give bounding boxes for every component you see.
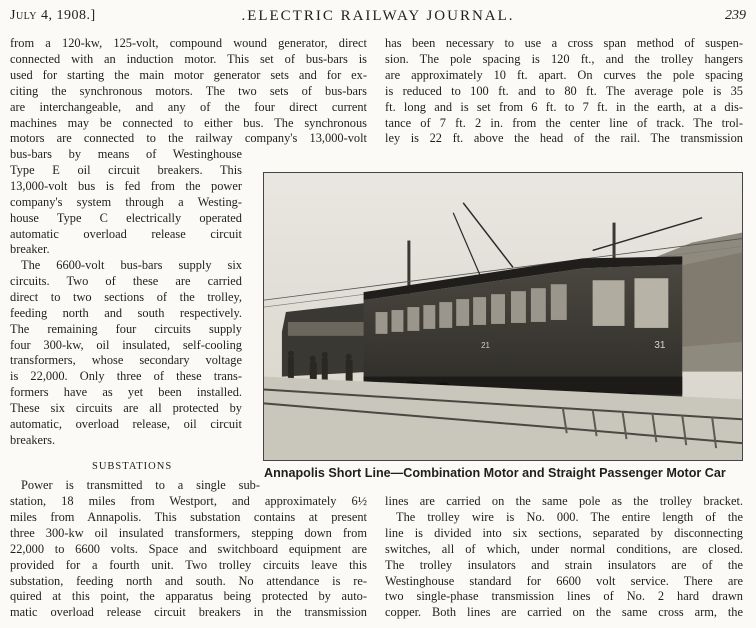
col2-paragraph-suspension — [385, 36, 743, 147]
text-line: 13,000-volt bus is fed from the power — [10, 178, 242, 193]
text-line: The 6600-volt bus-bars supply six — [21, 258, 242, 272]
col1-paragraph-substation — [10, 494, 367, 621]
col1-paragraph-breakers — [10, 147, 242, 258]
text-line: The trolley wire is No. 000. The entire length of the — [396, 509, 743, 524]
text-line: machines may be connected to either bus. The synchronous — [10, 115, 367, 130]
col1-substation-first-line — [10, 478, 260, 494]
section-heading-substations: SUBSTATIONS — [92, 461, 173, 472]
text-line: direct to two sections of the trolley, — [10, 289, 242, 304]
col1-paragraph-generator — [10, 36, 367, 147]
journal-title: .ELECTRIC RAILWAY JOURNAL. — [241, 8, 515, 24]
text-line: automatic overload release circuit — [10, 226, 242, 241]
text-line: four 300-kw, oil insulated, self-cooling — [10, 337, 242, 352]
text-line: The trolley insulators and strain insulators are of the — [385, 557, 743, 572]
text-line: These six circuits are all protected by — [10, 401, 242, 416]
text-line: company's system through a Westing- — [10, 194, 242, 209]
car-number-front: 31 — [654, 339, 666, 351]
text-line: transformers, whose secondary voltage — [10, 353, 242, 368]
text-line: connected with an induction motor. This set of bus-bars is — [10, 51, 367, 66]
car-number-side: 21 — [481, 340, 490, 350]
text-line: is 22,000. Only three of these trans- — [10, 369, 242, 384]
text-line: citing the synchronous motors. The two sets of bus-bars — [10, 83, 367, 98]
photo-motor-car — [263, 172, 743, 461]
text-line: are approximately 10 ft. apart. On curves the pole spacing — [385, 67, 743, 82]
text-line: substation, feeding north and south. No attendance is re- — [10, 573, 367, 588]
text-line: used for starting the main motor generator sets and for ex- — [10, 67, 367, 82]
issue-date: July 4, 1908.] — [10, 8, 96, 23]
text-line: tance of 7 ft. 2 in. from the center line of track. The trol- — [385, 115, 743, 130]
text-line: two single-phase transmission lines of No. 2 hard drawn — [385, 589, 743, 604]
text-line: motors are connected to the railway company's 13,000-volt — [10, 131, 367, 146]
text-line: line is divided into six sections, separated by disconnecting — [385, 525, 743, 540]
text-line: Type E oil circuit breakers. This — [10, 162, 242, 177]
text-line: 22,000 to 6600 volts. Space and switchboard equipment are — [10, 541, 367, 556]
text-line: feeding north and south respectively. — [10, 305, 242, 320]
text-line: ft. long and is set from 6 ft. to 7 ft. in the earth, at a dis- — [385, 99, 743, 114]
text-line: The remaining four circuits supply — [10, 321, 242, 336]
text-line: has been necessary to use a cross span method of suspen- — [385, 36, 743, 50]
text-line: Power is transmitted to a single sub- — [21, 478, 260, 492]
figure-caption: Annapolis Short Line—Combination Motor and Straight Passenger Motor Car — [264, 466, 726, 480]
text-line: switches, all of which, under normal conditions, are closed. — [385, 541, 743, 556]
page-header — [10, 6, 746, 28]
text-line: quired at this point, the apparatus being protected by auto- — [10, 589, 367, 604]
text-line: circuits. Two of these are carried — [10, 273, 242, 288]
text-line: breakers. — [10, 432, 56, 447]
text-line: matic overload release circuit breakers in the transmission — [10, 605, 367, 620]
train-photo-illustration — [264, 173, 742, 460]
col1-paragraph-busbars — [10, 258, 242, 449]
text-line: sion. The pole spacing is 120 ft., and the trolley hangers — [385, 51, 743, 66]
text-line: automatic, overload release, oil circuit — [10, 417, 242, 432]
text-line: station, 18 miles from Westport, and approximately 6½ — [10, 494, 367, 508]
text-line: from a 120-kw, 125-volt, compound wound generator, direct — [10, 36, 367, 50]
page-number: 239 — [725, 8, 746, 23]
text-line: Westinghouse standard for 6600 volt service. There are — [385, 573, 743, 588]
text-line: lines are carried on the same pole as the trolley bracket. — [385, 494, 743, 508]
text-line: house Type C electrically operated — [10, 210, 242, 225]
text-line: breaker. — [10, 242, 50, 257]
text-line: is reduced to 100 ft. and to 80 ft. The average pole is 35 — [385, 83, 743, 98]
col2-paragraph-trolley-wire — [385, 494, 743, 621]
text-line: formers have as yet been installed. — [10, 385, 242, 400]
text-line: are interchangeable, and any of the four direct current — [10, 99, 367, 114]
text-line: miles from Annapolis. This substation contains at present — [10, 509, 367, 524]
text-line: bus-bars by means of Westinghouse — [10, 147, 242, 161]
text-line: three 300-kw oil insulated transformers, stepping down from — [10, 525, 367, 540]
text-line: ley is 22 ft. above the head of the rail. The transmission — [385, 131, 743, 146]
text-line: provided for a fourth unit. Two trolley circuits leave this — [10, 557, 367, 572]
text-line: copper. Both lines are carried on the same cross arm, the — [385, 605, 743, 620]
